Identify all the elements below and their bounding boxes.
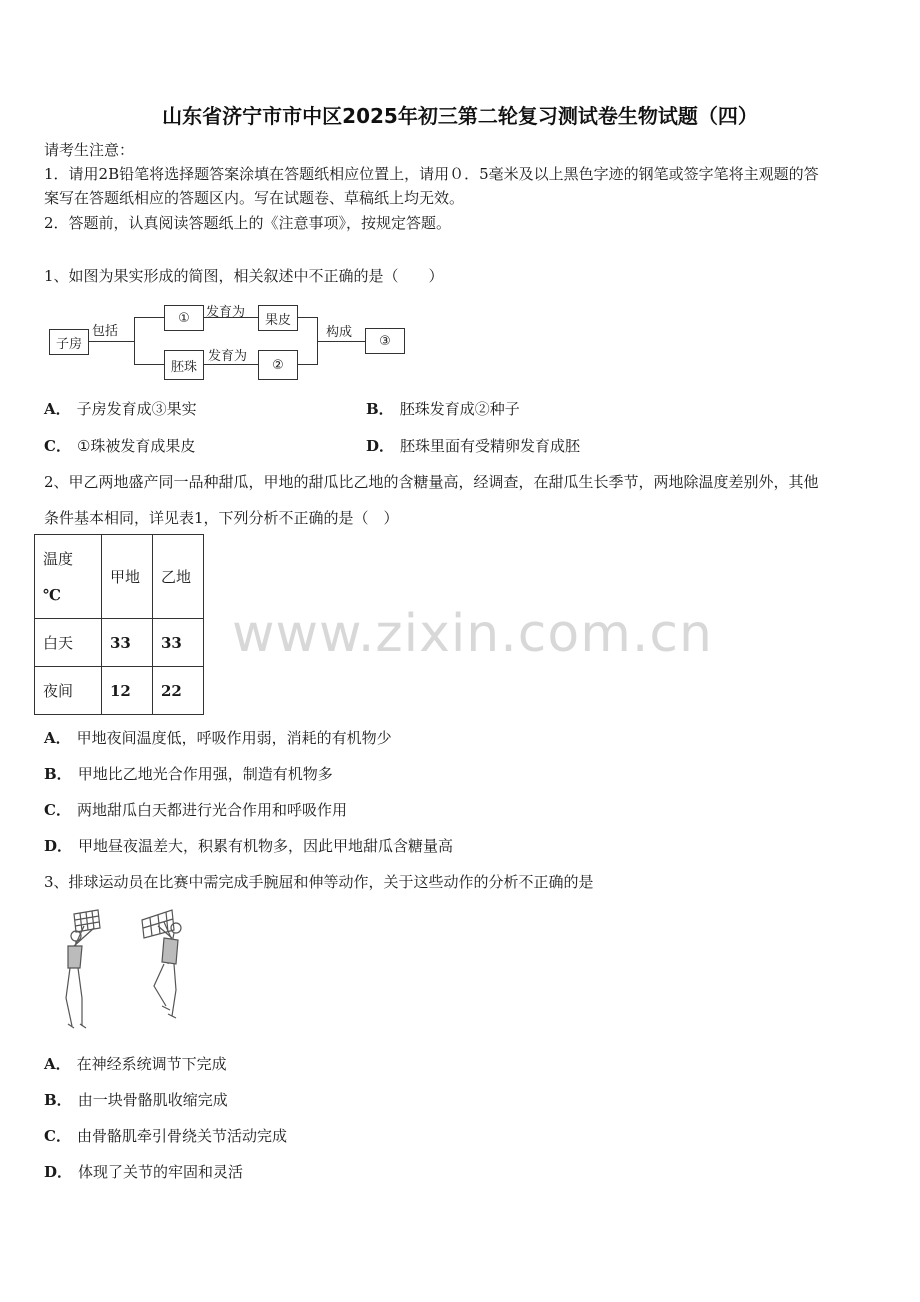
option-letter: B．	[44, 765, 72, 783]
q2-option-a	[44, 727, 392, 748]
option-letter: C．	[44, 437, 71, 455]
diagram-box-peel: 果皮	[258, 305, 298, 331]
option-letter: A．	[44, 729, 71, 747]
q3-option-d	[44, 1161, 243, 1182]
option-letter: D．	[44, 1163, 73, 1181]
header-unit-label: ℃	[43, 585, 61, 604]
table-cell-label: 白天	[35, 619, 102, 667]
q3-option-b	[44, 1089, 228, 1110]
diagram-label-develop-1: 发育为	[206, 305, 246, 320]
q1-stem: 1、如图为果实形成的简图，相关叙述中不正确的是（ ）	[44, 267, 444, 285]
diagram-line	[134, 317, 164, 318]
q2-option-b	[44, 763, 333, 784]
fruit-formation-diagram	[44, 296, 414, 386]
diagram-line	[317, 341, 365, 342]
option-text: ①珠被发育成果皮	[76, 437, 196, 455]
q2-option-d	[44, 835, 453, 856]
diagram-box-1: ①	[164, 305, 204, 331]
volleyball-players-illustration	[54, 906, 194, 1034]
option-text: 甲地昼夜温差大，积累有机物多，因此甲地甜瓜含糖量高	[78, 837, 454, 855]
volleyball-players-figure	[54, 906, 194, 1034]
notice-heading: 请考生注意：	[44, 141, 135, 159]
table-cell-yi: 33	[153, 619, 204, 667]
diagram-line	[203, 364, 258, 365]
q1-option-c	[44, 435, 195, 456]
q2-stem-line-1: 2、甲乙两地盛产同一品种甜瓜，甲地的甜瓜比乙地的含糖量高，经调查，在甜瓜生长季节，两地除温度差别外，其他	[44, 473, 819, 491]
q2-option-c	[44, 799, 347, 820]
table-header-yi: 乙地	[153, 535, 204, 619]
diagram-box-ovary: 子房	[49, 329, 89, 355]
option-letter: C．	[44, 1127, 71, 1145]
option-letter: A．	[44, 1055, 71, 1073]
temperature-table	[34, 534, 204, 715]
q1-option-a	[44, 398, 197, 419]
table-row	[35, 619, 204, 667]
table-header-temperature	[35, 535, 102, 619]
table-cell-jia: 33	[102, 619, 153, 667]
table-cell-jia: 12	[102, 667, 153, 715]
header-temperature-label: 温度	[43, 549, 74, 568]
diagram-box-2: ②	[258, 350, 298, 380]
notice-line-2: 2．答题前，认真阅读答题纸上的《注意事项》，按规定答题。	[44, 214, 452, 232]
option-text: 在神经系统调节下完成	[76, 1055, 227, 1073]
diagram-label-develop-2: 发育为	[208, 349, 248, 364]
diagram-line	[297, 317, 317, 318]
q1-option-b	[366, 398, 520, 419]
q3-option-a	[44, 1053, 227, 1074]
option-letter: B．	[44, 1091, 72, 1109]
option-text: 两地甜瓜白天都进行光合作用和呼吸作用	[76, 801, 347, 819]
option-text: 体现了关节的牢固和灵活	[78, 1163, 244, 1181]
table-cell-yi: 22	[153, 667, 204, 715]
option-letter: D．	[366, 437, 395, 455]
option-letter: C．	[44, 801, 71, 819]
option-text: 胚珠里面有受精卵发育成胚	[400, 437, 581, 455]
notice-line-1b: 案写在答题纸相应的答题区内。写在试题卷、草稿纸上均无效。	[44, 189, 465, 207]
diagram-label-form: 构成	[326, 325, 353, 340]
page-title: 山东省济宁市市中区2025年初三第二轮复习测试卷生物试题（四）	[162, 104, 758, 128]
diagram-line	[88, 341, 134, 342]
option-text: 子房发育成③果实	[76, 400, 197, 418]
option-letter: D．	[44, 837, 73, 855]
option-text: 甲地比乙地光合作用强，制造有机物多	[77, 765, 333, 783]
q2-stem-line-2: 条件基本相同，详见表1，下列分析不正确的是（ ）	[44, 509, 399, 527]
diagram-label-include: 包括	[92, 324, 119, 339]
option-letter: B．	[366, 400, 394, 418]
q3-option-c	[44, 1125, 287, 1146]
table-header-jia: 甲地	[102, 535, 153, 619]
table-cell-label: 夜间	[35, 667, 102, 715]
q1-option-d	[366, 435, 580, 456]
option-text: 甲地夜间温度低，呼吸作用弱，消耗的有机物少	[76, 729, 392, 747]
option-text: 由一块骨骼肌收缩完成	[77, 1091, 228, 1109]
diagram-line	[134, 364, 164, 365]
diagram-box-3: ③	[365, 328, 405, 354]
table-header-row	[35, 535, 204, 619]
option-letter: A．	[44, 400, 71, 418]
table-row	[35, 667, 204, 715]
notice-line-1a: 1．请用2B铅笔将选择题答案涂填在答题纸相应位置上，请用０．5毫米及以上黑色字迹的钢笔或签字笔将主观题的答	[44, 165, 819, 183]
option-text: 由骨骼肌牵引骨绕关节活动完成	[76, 1127, 287, 1145]
diagram-line	[297, 364, 317, 365]
watermark: www.zixin.com.cn	[232, 604, 713, 664]
q3-stem: 3、排球运动员在比赛中需完成手腕屈和伸等动作，关于这些动作的分析不正确的是	[44, 873, 594, 891]
diagram-line	[134, 317, 135, 365]
option-text: 胚珠发育成②种子	[399, 400, 520, 418]
diagram-box-ovule: 胚珠	[164, 350, 204, 380]
